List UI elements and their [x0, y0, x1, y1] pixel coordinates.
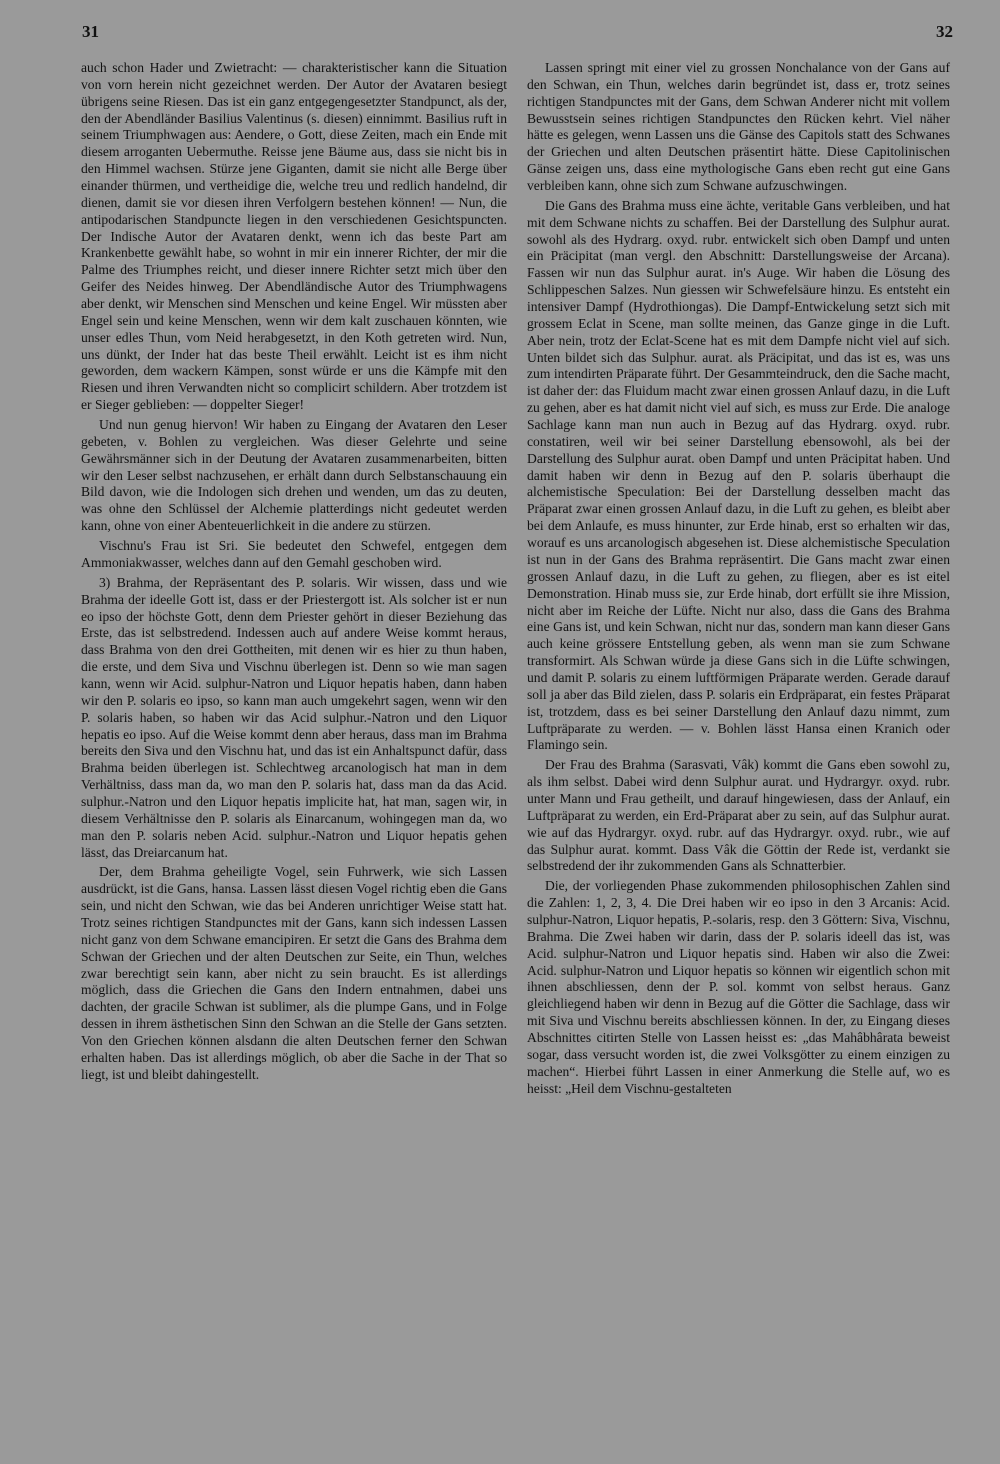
paragraph: Lassen springt mit einer viel zu grossen Nonchalance von der Gans auf den Schwan, ein Thun, welches darin begründet ist, dass er, trotz seines richtigen Standpunctes mit der Gans, dem Schwan Anderer nicht mit vollem Bewusstsein seines richtigen Standpunctes den Rücken kehrt. Viel näher hätte es gelegen, wenn Lassen uns die Gänse des Capitols statt des Schwanes der Griechen und alten Deutschen präsentirt hätte. Diese Capitolinischen Gänse zeigen uns, dass eine mythologische Gans eben recht gut eine Gans verbleiben kann, ohne sich zum Schwane aufzuschwingen.	[527, 60, 950, 194]
left-column	[81, 60, 507, 1084]
paragraph: Die, der vorliegenden Phase zukommenden philosophischen Zahlen sind die Zahlen: 1, 2, 3, 4. Die Drei haben wir eo ipso in den 3 Arcanis: Acid. sulphur-Natron, Liquor hepatis, P.-solaris, resp. den 3 Göttern: Siva, Vischnu, Brahma. Die Zwei haben wir darin, dass der P. solaris ideell das ist, was Acid. sulphur-Natron und Liquor hepatis sind. Haben wir also die Zwei: Acid. sulphur-Natron und Liquor hepatis so können wir eigentlich schon mit ihnen abschliessen, denn der P. sol. kommt von selbst heraus. Ganz gleichliegend haben wir denn in Bezug auf die Götter die Sachlage, dass wir mit Siva und Vischnu bereits abschliessen können. In der, zu Eingang dieses Abschnittes citirten Stelle von Lassen heisst es: „das Mahâbhârata beweist sogar, dass versucht worden ist, die zwei Volksgötter zu einem einzigen zu machen“. Hierbei führt Lassen in einer Anmerkung die Stelle auf, wo es heisst: „Heil dem Vischnu-gestalteten	[527, 878, 950, 1096]
paragraph: auch schon Hader und Zwietracht: — charakteristischer kann die Situation von vorn herein nicht gezeichnet werden. Der Autor der Avataren besiegt übrigens seine Riesen. Das ist ein ganz entgegengesetzter Standpunct, als der, den der Abendländer Basilius Valentinus (s. diesen) einnimmt. Basilius ruft in seinem Triumphwagen aus: Aendere, o Gott, diese Zeiten, mach ein Ende mit diesem arroganten Uebermuthe. Reisse jene Bäume aus, dass sie nicht bis in den Himmel wachsen. Stürze jene Giganten, damit sie nicht alle Berge über einander thürmen, und vertheidige die, welche treu und redlich handelnd, dir dienen, damit sie vor diesen ihren Verfolgern bestehen können! — Nun, die antipodarischen Standpuncte liegen in den verschiedenen Gesichtspuncten. Der Indische Autor der Avataren denkt, wenn ich das beste Part am Krankenbette gewählt habe, so wohnt in mir ein innerer Richter, der mir die Palme des Triumphes reicht, und dieser innere Richter setzt mich über den Geifer des Neides hinweg. Der Abendländische Autor des Triumphwagens aber denkt, wir Menschen sind Menschen und keine Engel. Wir müssten aber Engel sein und keine Menschen, wenn wir dem kalt zuschauen könnten, wie unser edles Thun, vom Neid herabgesetzt, in den Koth getreten wird. Nun, uns dünkt, der Inder hat das beste Theil erwählt. Leicht ist es ihm nicht geworden, dem wackern Kämpen, sonst würde er uns die Kämpfe mit den Riesen und ihren Verwandten nicht so complicirt schildern. Aber trotzdem ist er Sieger geblieben: — doppelter Sieger!	[81, 60, 507, 413]
paragraph: Die Gans des Brahma muss eine ächte, veritable Gans verbleiben, und hat mit dem Schwane nichts zu schaffen. Bei der Darstellung des Sulphur aurat. sowohl als des Hydrarg. oxyd. rubr. entwickelt sich oben Dampf und unten ein Präcipitat (man vergl. den Abschnitt: Darstellungsweise der Arcana). Fassen wir nun das Sulphur aurat. in's Auge. Wir haben die Lösung des Schlippeschen Salzes. Nun giessen wir Schwefelsäure hinzu. Es entsteht ein intensiver Dampf (Hydrothiongas). Die Dampf-Entwickelung setzt sich mit grossem Eclat in Scene, man sollte meinen, das Ganze ginge in die Luft. Aber nein, trotz der Eclat-Scene hat es mit dem Dampfe nicht viel auf sich. Unten bildet sich das Sulphur. aurat. als Präcipitat, und das ist es, was uns zum intendirten Präparate führt. Der Gesammteindruck, den die Sache macht, ist daher der: das Fluidum macht zwar einen grossen Anlauf dazu, in die Luft zu gehen, aber es hat damit nicht viel auf sich, es muss zur Erde. Die analoge Sachlage kann man nun auch in Bezug auf das Hydrarg. oxyd. rubr. constatiren, weil wir bei seiner Darstellung ebensowohl, als bei der Darstellung des Sulphur aurat. oben Dampf und unten Präcipitat haben. Und damit haben wir denn in Bezug auf den P. solaris überhaupt die alchemistische Speculation: Bei der Darstellung desselben macht das Präparat zwar einen grossen Anlauf dazu, in die Luft zu gehen, es bleibt aber bei dem Anlaufe, es muss hinunter, zur Erde hinab, erst so erhalten wir das, worauf es uns arcanologisch abgesehen ist. Diese alchemistische Speculation ist nun in der Gans des Brahma repräsentirt. Die Gans macht zwar einen grossen Anlauf dazu, in die Luft zu gehen, zu fliegen, aber es ist eitel Demonstration. Hinab muss sie, zur Erde hinab, dort erfüllt sie ihre Mission, nicht aber im Reiche der Lüfte. Nicht nur also, dass die Gans des Brahma eine Gans ist, und kein Schwan, nicht nur das, sondern man kann dieser Gans auch keine grössere Entstellung geben, als wenn man sie zum Schwane transformirt. Als Schwan würde ja diese Gans sich in die Lüfte schwingen, und damit P. solaris zu einem luftförmigen Präparate werden. Gerade darauf soll ja aber das Bild zielen, dass P. solaris ein Erdpräparat, ein festes Präparat ist, trotzdem, dass es bei seiner Darstellung den Anlauf dazu nimmt, zum Luftpräparate zu werden. — v. Bohlen lässt Hansa einen Kranich oder Flamingo sein.	[527, 197, 950, 753]
paragraph: 3) Brahma, der Repräsentant des P. solaris. Wir wissen, dass und wie Brahma der ideelle Gott ist, dass er der Priestergott ist. Als solcher ist er nun eo ipso der höchste Gott, denn dem Priester gehört in dieser Beziehung das Erste, das ist selbstredend. Indessen auch auf andere Weise kommt heraus, dass Brahma von den drei Gottheiten, mit denen wir es hier zu thun haben, die erste, und dem Siva und Vischnu überlegen ist. Denn so wie man sagen kann, wenn wir Acid. sulphur-Natron und Liquor hepatis haben, dann haben wir den P. solaris eo ipso, so kann man auch umgekehrt sagen, wenn wir den P. solaris haben, so haben wir das Acid sulphur.-Natron und den Liquor hepatis eo ipso. Auf die Weise kommt denn aber heraus, dass man im Brahma bereits den Siva und den Vischnu hat, und das ist ein Anhaltspunct dafür, dass Brahma beiden überlegen ist. Schlechtweg arcanologisch hat man in dem Verhältniss, dass man da, wo man den P. solaris hat, dass man da das Acid. sulphur.-Natron und den Liquor hepatis implicite hat, hat man, sagen wir, in diesem Verhältnisse den P. solaris als Einarcanum, wohingegen man da, wo man den P. solaris neben Acid. sulphur.-Natron und Liquor hepatis gehen lässt, das Dreiarcanum hat.	[81, 574, 507, 860]
paragraph: Vischnu's Frau ist Sri. Sie bedeutet den Schwefel, entgegen dem Ammoniakwasser, welches dann auf den Gemahl geschoben wird.	[81, 538, 507, 570]
paragraph: Der Frau des Brahma (Sarasvati, Vâk) kommt die Gans eben sowohl zu, als ihm selbst. Dabei wird denn Sulphur aurat. und Hydrargyr. oxyd. rubr. unter Mann und Frau getheilt, und darauf hingewiesen, dass der Anlauf, ein Luftpräparat zu werden, ein Erd-Präparat aber zu sein, auf das Sulphur aurat. wie auf das Hydrargyr. oxyd. rubr. auf das Hydrargyr. oxyd. rubr., wie auf das Sulphur aurat. kommt. Dass Vâk die Göttin der Rede ist, verdankt sie selbstredend der ihr zukommenden Gans als Schnatterbier.	[527, 757, 950, 874]
page-number-right: 32	[936, 22, 953, 41]
page-number-left: 31	[82, 22, 99, 41]
paragraph: Und nun genug hiervon! Wir haben zu Eingang der Avataren den Leser gebeten, v. Bohlen zu vergleichen. Was dieser Gelehrte und seine Gewährsmänner sich in der Deutung der Avataren zusammenarbeiten, bitten wir den Leser selbst nachzusehen, er erhält dann durch Selbstanschauung ein Bild davon, wie die Indologen sich drehen und wenden, um das zu deuten, was ohne den Schlüssel der Alchemie platterdings nicht gedeutet werden kann, ohne von einer Abenteuerlichkeit in die andere zu stürzen.	[81, 417, 507, 534]
paragraph: Der, dem Brahma geheiligte Vogel, sein Fuhrwerk, wie sich Lassen ausdrückt, ist die Gans, hansa. Lassen lässt diesen Vogel richtig eben die Gans sein, und nicht den Schwan, wie das bei Anderen unrichtiger Weise statt hat. Trotz seines richtigen Standpunctes mit der Gans, kann sich indessen Lassen nicht ganz von dem Schwane emancipiren. Er setzt die Gans des Brahma dem Schwan der Griechen und der alten Deutschen zur Seite, ein Thun, welches zwar berechtigt sein kann, aber nicht zu sein braucht. Es ist allerdings möglich, dass die Griechen die Gans den Indern entnahmen, dabei uns dachten, der gracile Schwan ist sublimer, als die plumpe Gans, und in Folge dessen in ihrem ästhetischen Sinn den Schwan an die Stelle der Gans setzten. Von den Griechen können alsdann die alten Deutschen ferner den Schwan erhalten haben. Das ist allerdings möglich, ob aber die Sache in der That so liegt, ist und bleibt dahingestellt.	[81, 864, 507, 1082]
right-column	[527, 60, 950, 1097]
